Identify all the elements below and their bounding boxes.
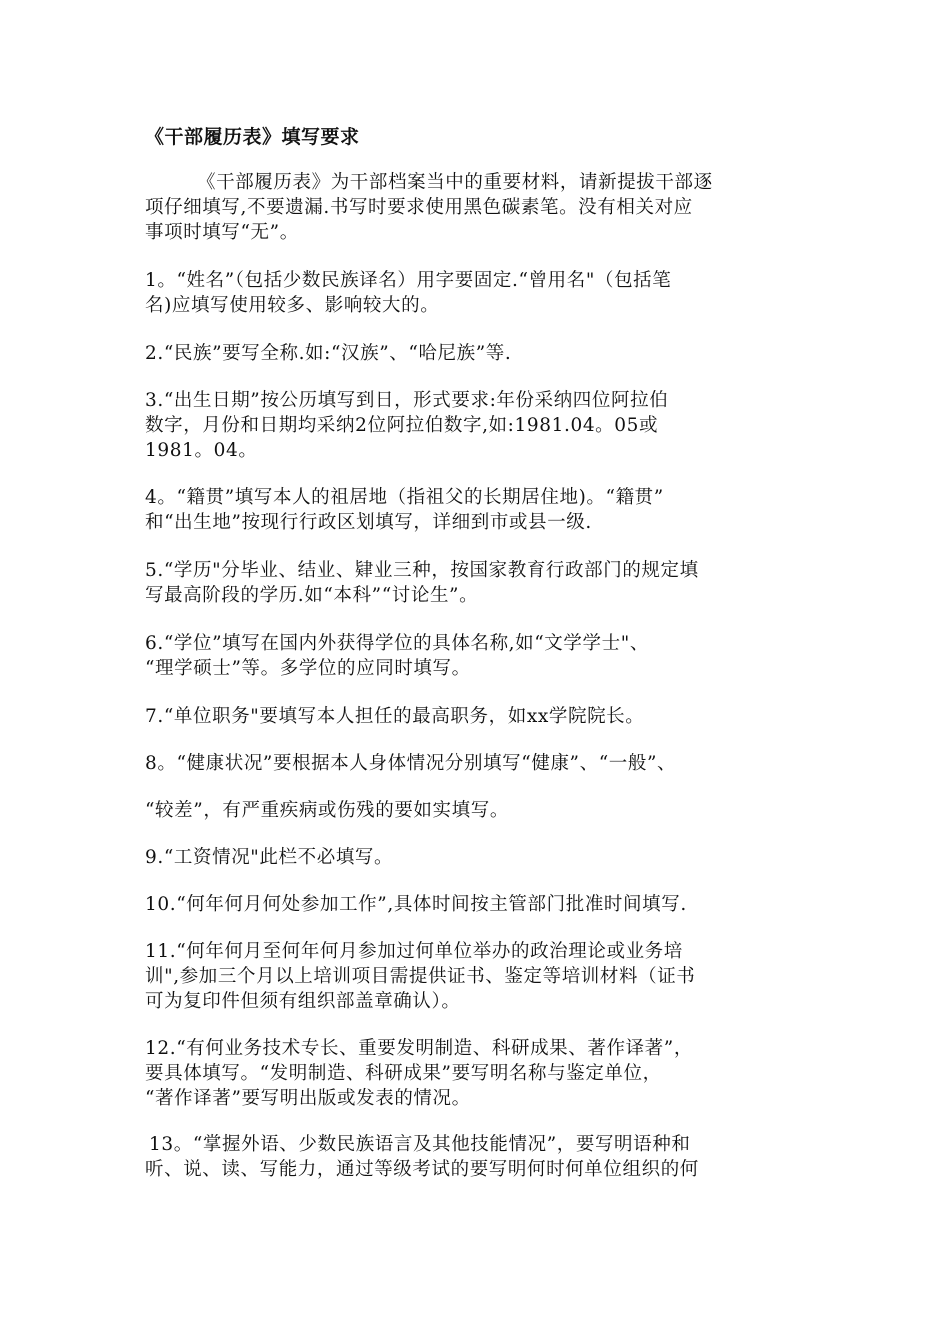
list-item (145, 1132, 825, 1182)
text-line: 数字，月份和日期均采纳2位阿拉伯数字,如:1981.04。05或 (145, 415, 659, 436)
text-line: 要具体填写。“发明制造、科研成果”要写明名称与鉴定单位， (145, 1063, 662, 1084)
list-item (145, 1036, 825, 1111)
list-item (145, 388, 825, 463)
text-line: 11.“何年何月至何年何月参加过何单位举办的政治理论或业务培 (145, 941, 683, 962)
list-item (145, 268, 825, 318)
text-line: “著作译著”要写明出版或发表的情况。 (145, 1088, 471, 1109)
list-item (145, 341, 825, 366)
text-line: 6.“学位”填写在国内外获得学位的具体名称,如“文学学士"、 (145, 633, 649, 654)
text-line: “理学硕士”等。多学位的应同时填写。 (145, 658, 471, 679)
text-line: 训",参加三个月以上培训项目需提供证书、鉴定等培训材料（证书 (145, 966, 696, 987)
text-line: “较差”，有严重疾病或伤残的要如实填写。 (145, 800, 509, 821)
text-line: 5.“学历"分毕业、结业、肄业三种，按国家教育行政部门的规定填 (145, 560, 699, 581)
list-item (145, 704, 825, 729)
text-line: 3.“出生日期”按公历填写到日，形式要求:年份采纳四位阿拉伯 (145, 390, 669, 411)
text-line: 项仔细填写,不要遗漏.书写时要求使用黑色碳素笔。没有相关对应 (145, 197, 693, 218)
text-line: 8。“健康状况”要根据本人身体情况分别填写“健康”、“一般”、 (145, 753, 677, 774)
list-item (145, 558, 825, 608)
list-item (145, 631, 825, 681)
list-item (145, 798, 825, 823)
text-line: 7.“单位职务"要填写本人担任的最高职务，如xx学院院长。 (145, 706, 645, 727)
text-line: 写最高阶段的学历.如“本科”“讨论生”。 (145, 585, 479, 606)
text-line: 13。“掌握外语、少数民族语言及其他技能情况”，要写明语种和 (149, 1134, 691, 1155)
list-item (145, 939, 825, 1014)
text-line: 听、说、读、写能力，通过等级考试的要写明何时何单位组织的何 (145, 1159, 699, 1180)
text-line: 和“出生地”按现行行政区划填写，详细到市或县一级. (145, 512, 592, 533)
page-title: 《干部履历表》填写要求 (145, 126, 360, 148)
text-line: 可为复印件但须有组织部盖章确认）。 (145, 991, 461, 1012)
intro-paragraph (145, 170, 825, 245)
list-item (145, 485, 825, 535)
list-item (145, 845, 825, 870)
text-line: 1。“姓名”（包括少数民族译名）用字要固定.“曾用名"（包括笔 (145, 270, 672, 291)
text-line: 2.“民族”要写全称.如:“汉族”、“哈尼族”等. (145, 343, 512, 364)
text-line: 名)应填写使用较多、影响较大的。 (145, 295, 440, 316)
text-line: 事项时填写“无”。 (145, 222, 299, 243)
text-line: 《干部履历表》为干部档案当中的重要材料，请新提拔干部逐 (197, 172, 713, 193)
text-line: 12.“有何业务技术专长、重要发明制造、科研成果、著作译著”， (145, 1038, 693, 1059)
text-line: 10.“何年何月何处参加工作”,具体时间按主管部门批准时间填写. (145, 894, 687, 915)
list-item (145, 892, 825, 917)
text-line: 1981。04。 (145, 440, 258, 461)
text-line: 9.“工资情况"此栏不必填写。 (145, 847, 394, 868)
list-item (145, 751, 825, 776)
text-line: 4。“籍贯”填写本人的祖居地（指祖父的长期居住地)。“籍贯” (145, 487, 664, 508)
